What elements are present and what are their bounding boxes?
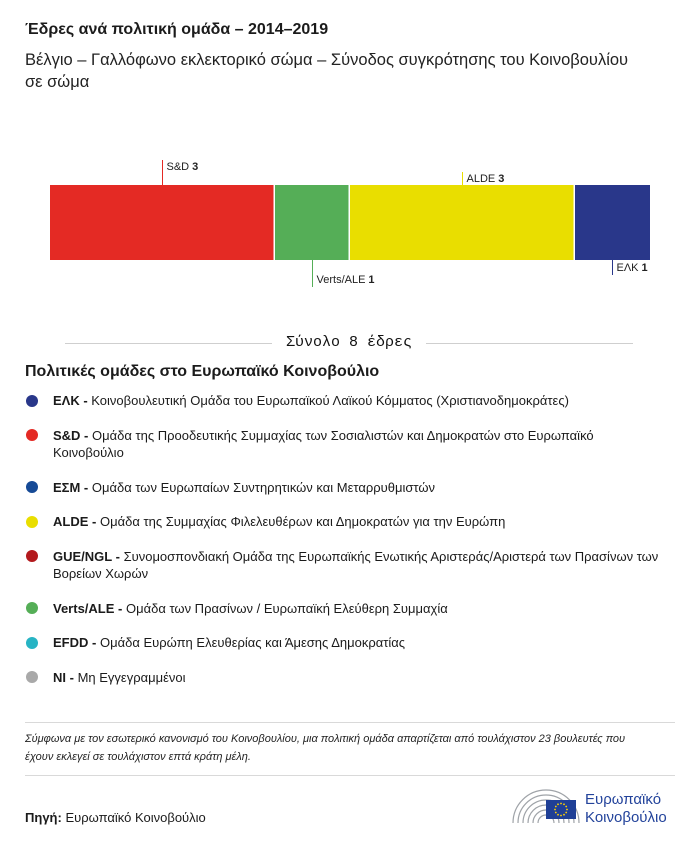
- legend-abbr: S&D -: [53, 427, 89, 443]
- legend-description: Ομάδα της Προοδευτικής Συμμαχίας των Σοσιαλιστών και Δημοκρατών στο Ευρωπαϊκό Κοινοβούλιο: [53, 427, 594, 460]
- european-parliament-logo: [510, 784, 580, 824]
- legend-swatch: [26, 671, 38, 683]
- logo-line: Κοινοβούλιο: [585, 809, 667, 826]
- legend-text: [53, 634, 665, 652]
- legend-text: [53, 513, 665, 531]
- legend-text: [53, 548, 665, 583]
- legend-swatch: [26, 516, 38, 528]
- bar-segments: [50, 185, 650, 260]
- logo-wordmark: [585, 791, 667, 827]
- legend-text: [53, 392, 665, 410]
- legend-text: [53, 427, 665, 462]
- legend-item-ni: [0, 669, 700, 687]
- source-label: Πηγή:: [25, 810, 62, 825]
- subtitle-line: Βέλγιο – Γαλλόφωνο εκλεκτορικό σώμα – Σύνοδος συγκρότησης του Κοινοβουλίου: [25, 51, 629, 69]
- bar-label-epp: [617, 262, 648, 274]
- seat-distribution-chart: [0, 0, 700, 300]
- bar-segment-epp: [575, 185, 650, 260]
- bar-segment-alde: [350, 185, 574, 260]
- legend-text: [53, 669, 665, 687]
- bar-segment-verts-ale: [275, 185, 349, 260]
- eu-flag-icon: [546, 800, 576, 819]
- legend-swatch: [26, 395, 38, 407]
- legend-swatch: [26, 602, 38, 614]
- logo-line: Ευρωπαϊκό: [585, 791, 662, 808]
- legend-description: Ομάδα Ευρώπη Ελευθερίας και Άμεσης Δημοκρατίας: [99, 635, 406, 650]
- legend-swatch: [26, 550, 38, 562]
- legend-abbr: EFDD -: [53, 635, 97, 650]
- legend-description: Ομάδα των Πρασίνων / Ευρωπαϊκή Ελεύθερη Συμμαχία: [125, 600, 448, 616]
- footnote: Σύμφωνα με τον εσωτερικό κανονισμό του Κοινοβουλίου, μια πολιτική ομάδα απαρτίζεται από τουλάχιστον 23 βουλευτές που έχουν εκλεγεί σε τουλάχιστον επτά κράτη μέλη.: [25, 733, 626, 763]
- legend-description: Ομάδα της Συμμαχίας Φιλελευθέρων και Δημοκρατών για την Ευρώπη: [99, 514, 506, 529]
- bar-label-party: ALDE: [466, 173, 496, 185]
- total-rule-left: [65, 343, 272, 344]
- source-value: Ευρωπαϊκό Κοινοβούλιο: [65, 810, 206, 825]
- source-line: [25, 810, 206, 826]
- total-seats-label: Σύνολο 8 έδρες: [285, 334, 413, 351]
- legend-abbr: Verts/ALE -: [53, 600, 123, 616]
- legend-abbr: ALDE -: [53, 514, 97, 529]
- legend-description: Συνομοσπονδιακή Ομάδα της Ευρωπαϊκής Ενωτικής Αριστεράς/Αριστερά των Πρασίνων των Βορείων Χωρών: [53, 548, 659, 581]
- legend-swatch: [26, 429, 38, 441]
- legend-swatch: [26, 637, 38, 649]
- legend-swatch: [26, 481, 38, 493]
- subtitle-line: σε σώμα: [25, 73, 90, 91]
- legend-item-efdd: [0, 634, 700, 652]
- legend-item-epp: [0, 392, 700, 410]
- bar-label-seats: 1: [641, 262, 648, 274]
- bar-label-verts-ale: [317, 274, 375, 286]
- legend-text: [53, 600, 665, 618]
- total-seats-row: [65, 333, 633, 353]
- divider: [25, 775, 675, 776]
- legend-item-alde: [0, 513, 700, 531]
- legend-title: Πολιτικές ομάδες στο Ευρωπαϊκό Κοινοβούλιο: [25, 363, 380, 380]
- bar-label-seats: 1: [368, 274, 375, 286]
- legend-abbr: NI -: [53, 669, 74, 685]
- bar-label-party: ΕΛΚ: [616, 262, 639, 274]
- legend-item-ecr: [0, 479, 700, 497]
- legend: [0, 392, 700, 703]
- legend-description: Μη Εγγεγραμμένοι: [77, 669, 186, 685]
- legend-abbr: ΕΣΜ -: [53, 479, 89, 495]
- legend-text: [53, 479, 665, 497]
- bar-label-sd: [167, 161, 199, 173]
- bar-label-seats: 3: [192, 161, 199, 173]
- legend-description: Ομάδα των Ευρωπαίων Συντηρητικών και Μεταρρυθμιστών: [91, 479, 436, 495]
- legend-description: Κοινοβουλευτική Ομάδα του Ευρωπαϊκού Λαϊκού Κόμματος (Χριστιανοδημοκράτες): [91, 393, 569, 408]
- divider: [25, 722, 675, 723]
- legend-item-verts-ale: [0, 600, 700, 618]
- legend-abbr: ΕΛΚ -: [53, 393, 88, 408]
- bar-label-party: S&D: [166, 161, 190, 173]
- bar-label-alde: [467, 173, 505, 185]
- legend-item-sd: [0, 427, 700, 462]
- total-rule-right: [426, 343, 633, 344]
- bar-label-party: Verts/ALE: [316, 274, 366, 286]
- legend-item-gue-ngl: [0, 548, 700, 583]
- bar-segment-sd: [50, 185, 274, 260]
- page-title: Έδρες ανά πολιτική ομάδα – 2014–2019: [25, 21, 329, 38]
- legend-abbr: GUE/NGL -: [53, 548, 120, 564]
- bar-label-seats: 3: [498, 173, 505, 185]
